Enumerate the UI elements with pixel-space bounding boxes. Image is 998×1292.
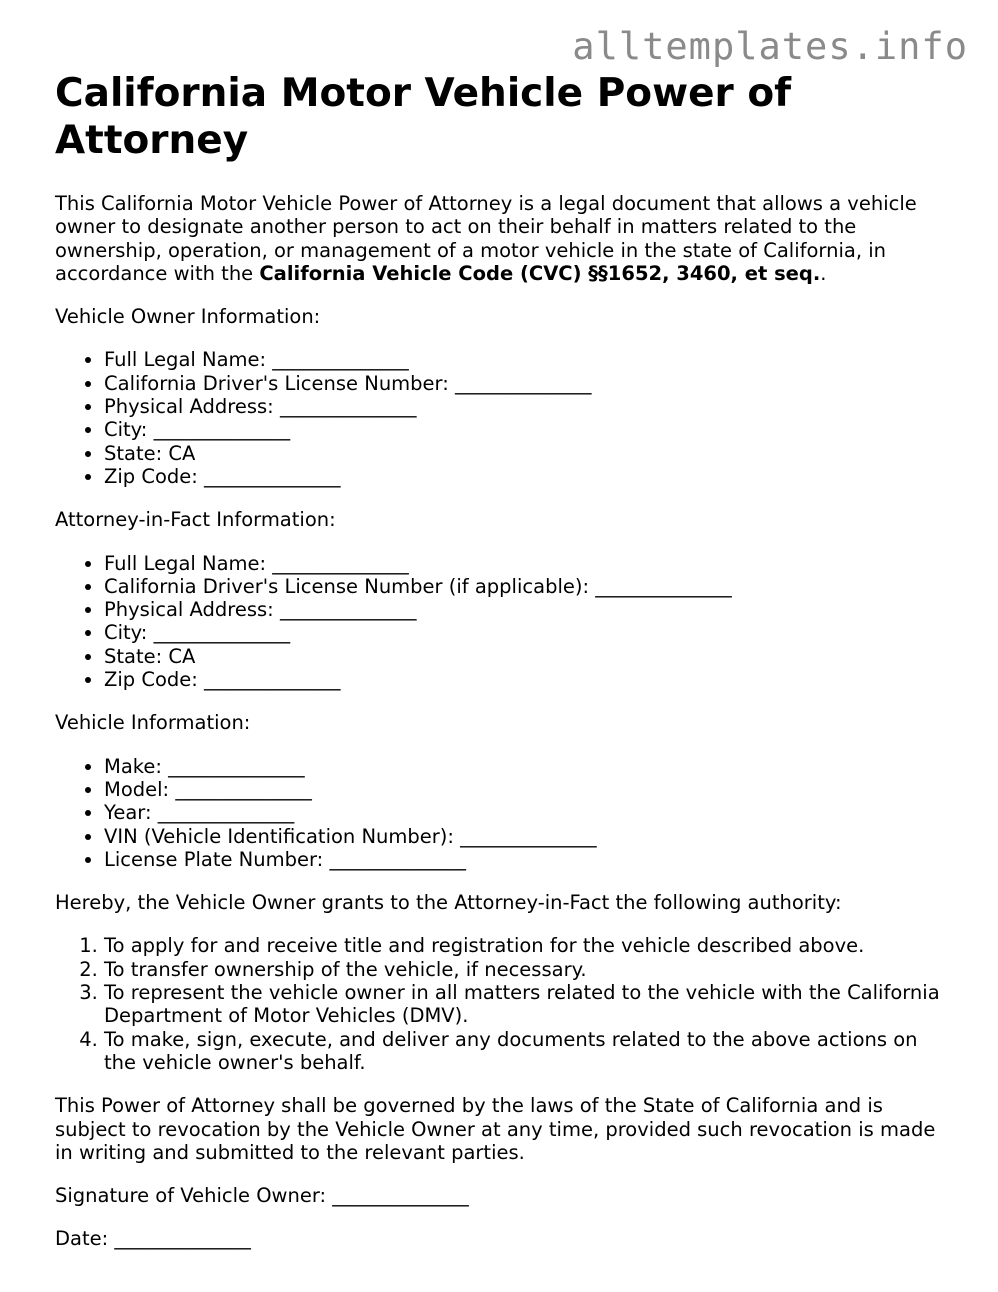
list-item: • City: ______________ [104, 621, 955, 644]
list-item: • California Driver's License Number: ______________ [104, 372, 955, 395]
list-item: • Year: ______________ [104, 801, 955, 824]
list-item: • State: CA [104, 645, 955, 668]
list-item: 1. To apply for and receive title and registration for the vehicle described above. [104, 934, 955, 957]
list-item: 4. To make, sign, execute, and deliver any documents related to the above actions on the vehicle owner's behalf. [104, 1028, 955, 1075]
intro-paragraph [55, 192, 955, 285]
list-item: • Full Legal Name: ______________ [104, 552, 955, 575]
intro-text: This California Motor Vehicle Power of Attorney is a legal document that allows a vehicle owner to designate another person to act on their behalf in matters related to the ownership, operation, or management of a motor vehicle in the state of California, in accordance with the [55, 192, 917, 285]
list-item: • California Driver's License Number (if applicable): ______________ [104, 575, 955, 598]
list-item: 3. To represent the vehicle owner in all matters related to the vehicle with the California Department of Motor Vehicles (DMV). [104, 981, 955, 1028]
document-title: California Motor Vehicle Power of Attorney [55, 71, 792, 163]
list-item: • VIN (Vehicle Identification Number): ______________ [104, 825, 955, 848]
intro-code-reference: California Vehicle Code (CVC) §§1652, 3460, et seq. [259, 261, 821, 285]
list-item: • License Plate Number: ______________ [104, 848, 955, 871]
watermark: alltemplates.info [572, 25, 968, 68]
document-page [55, 70, 955, 1251]
list-item: • Zip Code: ______________ [104, 668, 955, 691]
list-item: • Zip Code: ______________ [104, 465, 955, 488]
list-item: • City: ______________ [104, 418, 955, 441]
governing-law-paragraph: This Power of Attorney shall be governed by the laws of the State of California and is subject to revocation by the Vehicle Owner at any time, provided such revocation is made in writing and submitted to the relevant parties. [55, 1094, 936, 1164]
intro-end: . [820, 261, 827, 285]
vehicle-info-list [55, 755, 955, 871]
attorney-section-label: Attorney-in-Fact Information: [55, 508, 336, 532]
list-item: • Full Legal Name: ______________ [104, 348, 955, 371]
list-item: • Make: ______________ [104, 755, 955, 778]
signature-line: Signature of Vehicle Owner: ______________ [55, 1184, 469, 1208]
vehicle-section-label: Vehicle Information: [55, 711, 251, 735]
list-item: • Model: ______________ [104, 778, 955, 801]
owner-section-label: Vehicle Owner Information: [55, 305, 321, 329]
list-item: • Physical Address: ______________ [104, 598, 955, 621]
owner-info-list [55, 348, 955, 488]
list-item: • Physical Address: ______________ [104, 395, 955, 418]
date-line: Date: ______________ [55, 1227, 251, 1251]
authority-list [55, 934, 955, 1074]
list-item: 2. To transfer ownership of the vehicle, if necessary. [104, 958, 955, 981]
attorney-info-list [55, 552, 955, 692]
authority-section-label: Hereby, the Vehicle Owner grants to the Attorney-in-Fact the following authority: [55, 891, 842, 915]
list-item: • State: CA [104, 442, 955, 465]
